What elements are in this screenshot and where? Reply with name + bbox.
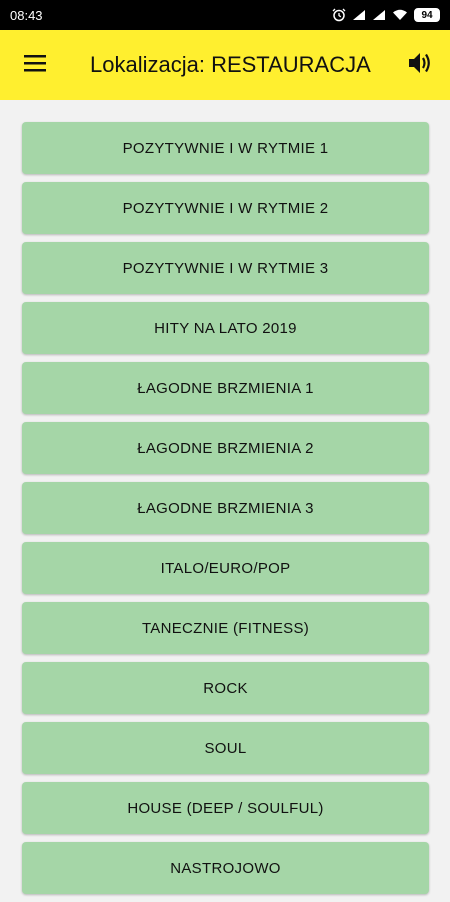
status-bar [0,0,450,30]
status-icons [332,8,440,22]
playlist-button[interactable]: ITALO/EURO/POP [22,542,429,594]
playlist-button[interactable]: ŁAGODNE BRZMIENIA 3 [22,482,429,534]
playlist-button[interactable]: TANECZNIE (FITNESS) [22,602,429,654]
signal-icon-2 [372,9,386,21]
playlist-button[interactable]: ŁAGODNE BRZMIENIA 1 [22,362,429,414]
hamburger-menu-icon [23,54,47,77]
sound-button[interactable] [390,30,450,100]
alarm-icon [332,8,346,22]
playlist-button[interactable]: NASTROJOWO [22,842,429,894]
playlist-button[interactable]: HITY NA LATO 2019 [22,302,429,354]
menu-button[interactable] [0,30,70,100]
wifi-icon [392,9,408,21]
playlist-button[interactable]: POZYTYWNIE I W RYTMIE 2 [22,182,429,234]
playlist-button[interactable]: POZYTYWNIE I W RYTMIE 3 [22,242,429,294]
page-title: Lokalizacja: RESTAURACJA [90,52,371,77]
volume-icon [407,51,433,80]
playlist-button[interactable]: ROCK [22,662,429,714]
battery-icon: 94 [414,8,440,22]
playlist-button[interactable]: HOUSE (DEEP / SOULFUL) [22,782,429,834]
playlist-list [22,122,429,902]
status-time: 08:43 [10,7,43,23]
signal-icon [352,9,366,21]
playlist-button[interactable]: ŁAGODNE BRZMIENIA 2 [22,422,429,474]
playlist-button[interactable]: SOUL [22,722,429,774]
playlist-button[interactable]: POZYTYWNIE I W RYTMIE 1 [22,122,429,174]
toolbar [0,30,450,100]
